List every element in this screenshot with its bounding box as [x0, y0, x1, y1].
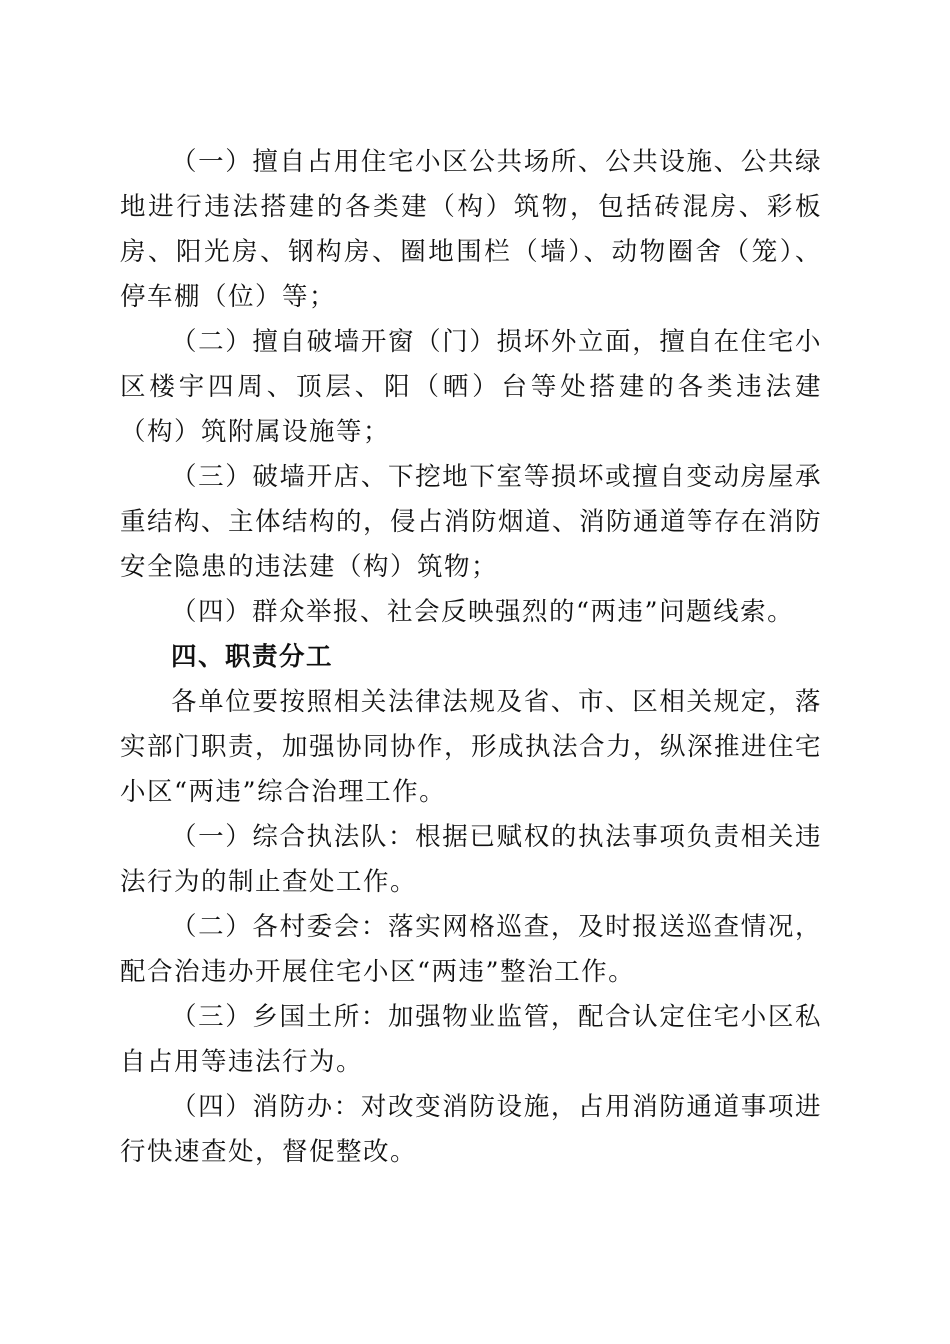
paragraph-duty-4: （四）消防办：对改变消防设施，占用消防通道事项进行快速查处，督促整改。: [120, 1092, 822, 1167]
paragraph-item-3: （三）破墙开店、下挖地下室等损坏或擅自变动房屋承重结构、主体结构的，侵占消防烟道、消防通道等存在消防安全隐患的违法建（构）筑物；: [120, 462, 823, 582]
paragraph-duty-3: （三）乡国土所：加强物业监管，配合认定住宅小区私自占用等违法行为。: [120, 1002, 822, 1077]
paragraph-item-2: （二）擅自破墙开窗（门）损坏外立面，擅自在住宅小区楼宇四周、顶层、阳（晒）台等处搭建的各类违法建（构）筑附属设施等；: [120, 327, 822, 447]
paragraph-duty-2: （二）各村委会：落实网格巡查，及时报送巡查情况，配合治违办开展住宅小区“两违”整治工作。: [120, 912, 822, 987]
section-heading: 四、职责分工: [171, 642, 334, 672]
document-page: [120, 140, 822, 1175]
paragraph-intro: 各单位要按照相关法律法规及省、市、区相关规定，落实部门职责，加强协同协作，形成执法合力，纵深推进住宅小区“两违”综合治理工作。: [120, 687, 823, 807]
paragraph-item-1: （一）擅自占用住宅小区公共场所、公共设施、公共绿地进行违法搭建的各类建（构）筑物，包括砖混房、彩板房、阳光房、钢构房、圈地围栏（墙）、动物圈舍（笼）、停车棚（位）等；: [120, 147, 822, 312]
paragraph-item-4: （四）群众举报、社会反映强烈的“两违”问题线索。: [171, 597, 795, 627]
paragraph-duty-1: （一）综合执法队：根据已赋权的执法事项负责相关违法行为的制止查处工作。: [120, 822, 822, 897]
